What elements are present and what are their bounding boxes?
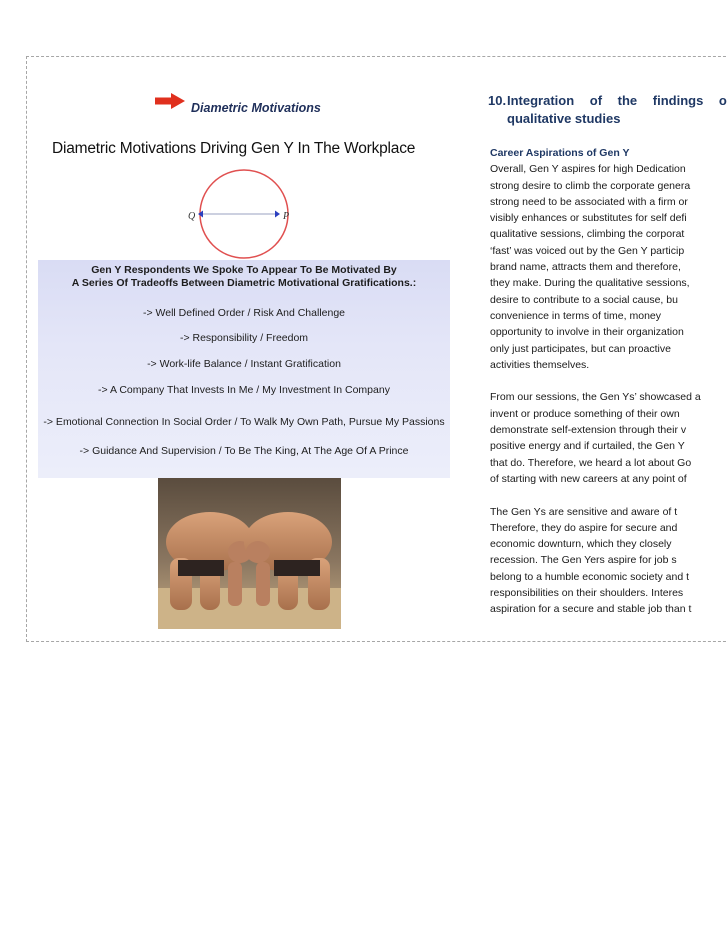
paragraph-line: demonstrate self-extension through their v <box>490 424 687 437</box>
band-heading-line-2: A Series Of Tradeoffs Between Diametric Motivational Gratifications.: <box>71 277 417 289</box>
right-arrow-icon <box>155 93 185 109</box>
left-heading: Diametric Motivations <box>191 101 321 115</box>
body-text <box>490 145 728 618</box>
paragraph-line: From our sessions, the Gen Ys’ showcased a <box>490 391 701 404</box>
paragraph-line: opportunity to involve in their organization <box>490 326 684 339</box>
point-p-label: P <box>283 211 290 222</box>
paragraph-line: that do. Therefore, we heard a lot about Go <box>490 456 692 469</box>
paragraph-3 <box>490 504 728 618</box>
paragraph-line: belong to a humble economic society and t <box>490 570 690 583</box>
point-p-marker <box>275 211 280 218</box>
paragraph-line: recession. The Gen Yers aspire for job s <box>490 554 677 567</box>
paragraph-line: only just participates, but can proactive <box>490 342 671 355</box>
paragraph-line: strong need to be associated with a firm or <box>490 195 688 208</box>
point-q-label: Q <box>188 211 196 222</box>
paragraph-line: desire to contribute to a social cause, bu <box>490 293 678 306</box>
sumo-wrestlers-photo <box>158 478 341 629</box>
paragraph-line: economic downturn, which they closely <box>490 538 672 551</box>
paragraph-line: aspiration for a secure and stable job than t <box>490 603 692 616</box>
paragraph-line: Overall, Gen Y aspires for high Dedication <box>490 163 686 176</box>
paragraph-line: invent or produce something of their own <box>490 407 680 420</box>
paragraph-line: ‘fast’ was voiced out by the Gen Y particip <box>490 244 685 257</box>
subheading: Career Aspirations of Gen Y <box>490 147 630 159</box>
paragraph-line: The Gen Ys are sensitive and aware of t <box>490 505 678 518</box>
paragraph-line: activities themselves. <box>490 358 590 371</box>
section-title-line-1: Integration of the findings o <box>507 93 727 108</box>
tradeoff-item: -> Guidance And Supervision / To Be The King, At The Age Of A Prince <box>79 445 409 457</box>
tradeoff-item: -> Well Defined Order / Risk And Challenge <box>142 307 346 319</box>
paragraph-line: convenience in terms of time, money <box>490 309 661 322</box>
paragraph-line: of starting with new careers at any point of <box>490 472 687 485</box>
paragraph-line: Therefore, they do aspire for secure and <box>490 521 678 534</box>
section-number: 10. <box>488 93 507 108</box>
figure-title: Diametric Motivations Driving Gen Y In The Workplace <box>52 140 416 157</box>
paragraph-line: visibly enhances or substitutes for self defi <box>490 212 687 225</box>
tradeoff-item: -> Emotional Connection In Social Order / To Walk My Own Path, Pursue My Passions <box>43 416 445 428</box>
band-heading <box>38 264 450 290</box>
circle-diagram <box>38 126 450 260</box>
band-heading-line-1: Gen Y Respondents We Spoke To Appear To Be Motivated By <box>91 264 397 276</box>
paragraph-line: qualitative sessions, climbing the corporat <box>490 228 685 241</box>
paragraph-line: brand name, attracts them and therefore, <box>490 261 681 274</box>
tradeoff-item: -> Work-life Balance / Instant Gratification <box>147 358 341 370</box>
paragraph-line: responsibilities on their shoulders. Interes <box>490 587 684 600</box>
diametric-figure <box>38 126 450 478</box>
paragraph-1 <box>490 161 728 373</box>
paragraph-2 <box>490 389 728 487</box>
tradeoff-item: -> A Company That Invests In Me / My Investment In Company <box>98 384 390 396</box>
paragraph-line: they make. During the qualitative sessions, <box>490 277 690 290</box>
tradeoff-item: -> Responsibility / Freedom <box>179 332 309 344</box>
paragraph-line: positive energy and if curtailed, the Gen Y <box>490 440 685 453</box>
paragraph-line: strong desire to climb the corporate genera <box>490 179 691 192</box>
section-title-line-2: qualitative studies <box>507 111 621 126</box>
